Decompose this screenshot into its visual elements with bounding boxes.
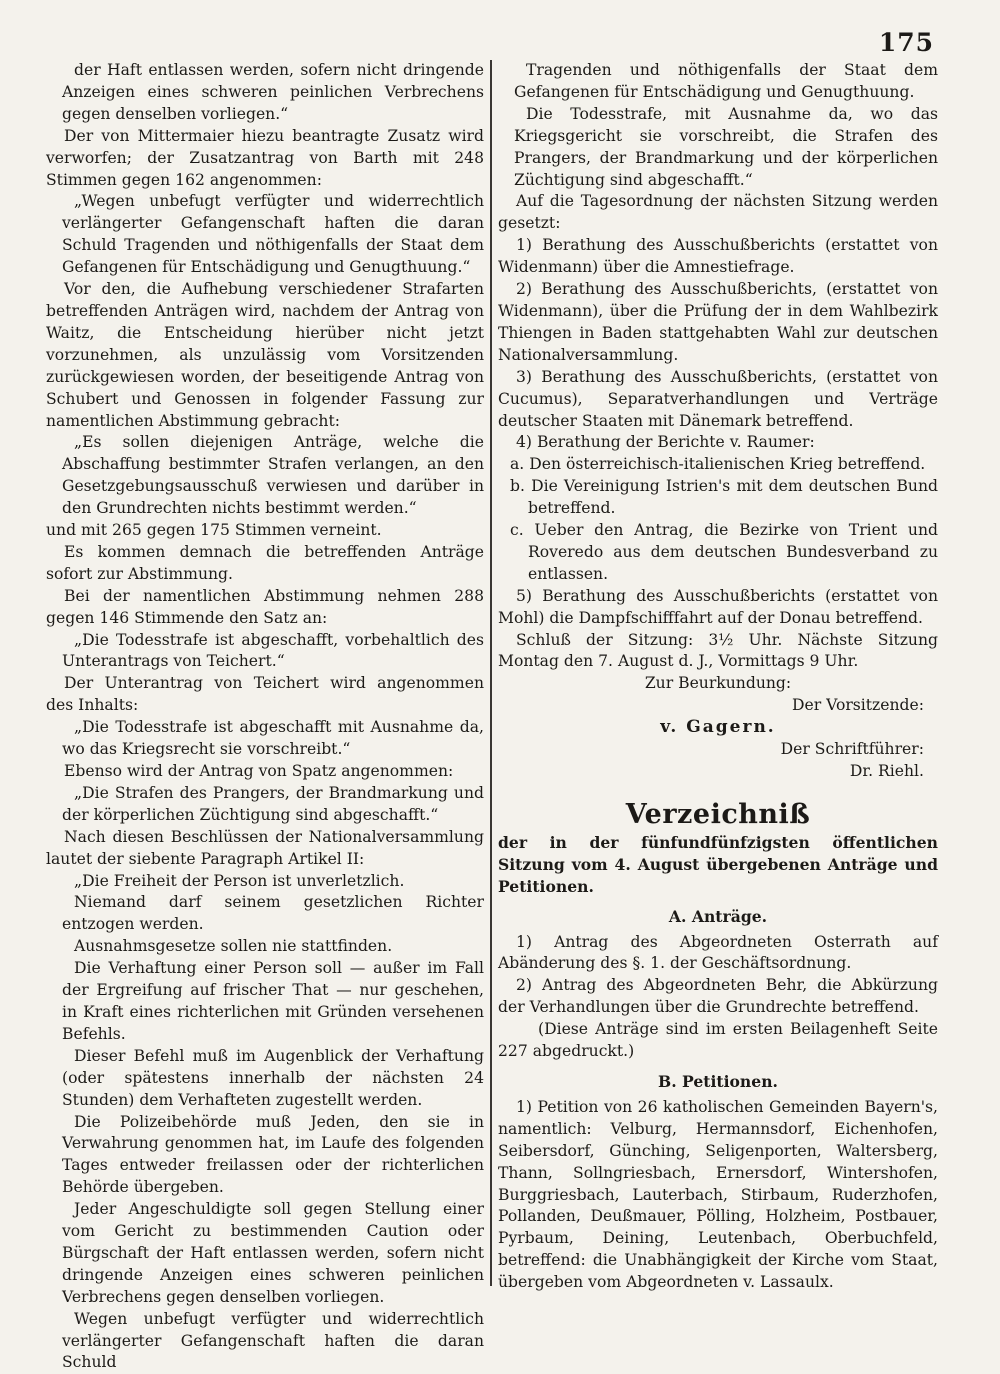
paragraph: Die Polizeibehörde muß Jeden, den sie in Verwahrung genommen hat, im Laufe des folgenden Tages entweder freilassen oder der richterlichen Behörde übergeben. xyxy=(62,1112,484,1197)
verzeichnis-subtitle: der in der fünfundfünfzigsten öffentlichen Sitzung vom 4. August übergebenen Anträge und Petitionen. xyxy=(498,832,938,896)
paragraph: „Die Strafen des Prangers, der Brandmarkung und der körperlichen Züchtigung sind abgeschafft.“ xyxy=(62,783,484,824)
paragraph: Zur Beurkundung: xyxy=(644,674,792,693)
column-divider xyxy=(490,60,492,1286)
paragraph: Der Vorsitzende: xyxy=(791,696,924,715)
paragraph: Schluß der Sitzung: 3½ Uhr. Nächste Sitzung Montag den 7. August d. J., Vormittags 9 Uhr. xyxy=(498,630,938,671)
paragraph: c. Ueber den Antrag, die Bezirke von Trient und Roveredo aus dem deutschen Bundesverband zu entlassen. xyxy=(510,521,938,583)
page-number: 175 xyxy=(878,28,934,57)
paragraph: 3) Berathung des Ausschußberichts, (erstattet von Cucumus), Separatverhandlungen und Verträge deutscher Staaten mit Dänemark betreffend. xyxy=(498,367,938,430)
paragraph: Es kommen demnach die betreffenden Anträge sofort zur Abstimmung. xyxy=(46,542,484,583)
paragraph: der Haft entlassen werden, sofern nicht dringende Anzeigen eines schweren peinlichen Verbrechens gegen denselben vorliegen.“ xyxy=(62,61,484,123)
paragraph: Der von Mittermaier hiezu beantragte Zusatz wird verworfen; der Zusatzantrag von Barth mit 248 Stimmen gegen 162 angenommen: xyxy=(46,126,484,189)
paragraph: Auf die Tagesordnung der nächsten Sitzung werden gesetzt: xyxy=(498,192,938,233)
paragraph: 5) Berathung des Ausschußberichts (erstattet von Mohl) die Dampfschifffahrt auf der Donau betreffend. xyxy=(498,586,938,627)
paragraph: Dr. Riehl. xyxy=(849,762,924,780)
paragraph: „Die Todesstrafe ist abgeschafft mit Ausnahme da, wo das Kriegsrecht sie vorschreibt.“ xyxy=(62,718,484,759)
paragraph: Dieser Befehl muß im Augenblick der Verhaftung (oder spätestens innerhalb der nächsten 24 Stunden) dem Verhafteten zugestellt werden. xyxy=(62,1046,484,1109)
right-column xyxy=(498,60,938,1294)
paragraph: Die Verhaftung einer Person soll — außer im Fall der Ergreifung auf frischer That — nur geschehen, in Kraft eines richterlichen mit Gründen versehenen Befehls. xyxy=(62,959,484,1043)
section-b-heading: B. Petitionen. xyxy=(658,1071,778,1091)
paragraph: Ebenso wird der Antrag von Spatz angenommen: xyxy=(64,762,454,780)
paragraph: Vor den, die Aufhebung verschiedener Strafarten betreffenden Anträgen wird, nachdem der Antrag von Waitz, die Entscheidung hierüber nicht jetzt vorzunehmen, als unzulässig vom Vorsitzenden zurückgewiesen worden, der beseitigende Antrag von Schubert und Genossen in folgender Fassung zur namentlichen Abstimmung gebracht: xyxy=(46,280,484,430)
paragraph: v. Gagern. xyxy=(660,717,776,738)
paragraph: Der Schriftführer: xyxy=(780,740,924,759)
paragraph: und mit 265 gegen 175 Stimmen verneint. xyxy=(46,521,382,540)
paragraph: Die Todesstrafe, mit Ausnahme da, wo das Kriegsgericht sie vorschreibt, die Strafen des Prangers, der Brandmarkung und der körperlichen Züchtigung sind abgeschafft.“ xyxy=(514,104,938,189)
paragraph: „Es sollen diejenigen Anträge, welche die Abschaffung bestimmter Strafen verlangen, an den Gesetzgebungsausschuß verwiesen und darüber in den Grundrechten nichts bestimmt werden.“ xyxy=(62,433,484,518)
petition-item: 1) Petition von 26 katholischen Gemeinden Bayern's, namentlich: Velburg, Hermannsdorf, Eichenhofen, Seibersdorf, Günching, Seligenporten, Waltersberg, Thann, Sollngriesbach, Ernersdorf, Wintershofen, Burggriesbach, Lauterbach, Stirbaum, Ruderzhofen, Pollanden, Deußmauer, Pölling, Holzheim, Postbauer, Pyrbaum, Deining, Leutenbach, Oberbuchfeld, betreffend: die Unabhängigkeit der Kirche vom Staat, übergeben vom Abgeordneten v. Lassaulx. xyxy=(498,1097,938,1292)
proceedings-text xyxy=(498,60,938,783)
verzeichnis-title: Verzeichniß xyxy=(625,798,811,830)
paragraph: „Die Freiheit der Person ist unverletzlich. xyxy=(74,871,405,890)
antrag-item: 1) Antrag des Abgeordneten Osterrath auf Abänderung des §. 1. der Geschäftsordnung. xyxy=(498,932,938,973)
paragraph: Nach diesen Beschlüssen der Nationalversammlung lautet der siebente Paragraph Artikel II: xyxy=(46,827,484,868)
paragraph: „Die Todesstrafe ist abgeschafft, vorbehaltlich des Unterantrags von Teichert.“ xyxy=(62,630,484,671)
paragraph: 2) Berathung des Ausschußberichts, (erstattet von Widenmann), über die Prüfung der in dem Wahlbezirk Thiengen in Baden stattgehabten Wahl zur deutschen Nationalversammlung. xyxy=(498,280,938,364)
paragraph: Wegen unbefugt verfügter und widerrechtlich verlängerter Gefangenschaft haften die daran Schuld xyxy=(62,1309,484,1372)
paragraph: 4) Berathung der Berichte v. Raumer: xyxy=(516,433,815,452)
antrag-item: 2) Antrag des Abgeordneten Behr, die Abkürzung der Verhandlungen über die Grundrechte betreffend. xyxy=(498,976,938,1017)
antrag-note: (Diese Anträge sind im ersten Beilagenheft Seite 227 abgedruckt.) xyxy=(498,1020,938,1061)
paragraph: Bei der namentlichen Abstimmung nehmen 288 gegen 146 Stimmende den Satz an: xyxy=(46,586,484,627)
paragraph: 1) Berathung des Ausschußberichts (erstattet von Widenmann) über die Amnestiefrage. xyxy=(498,236,938,277)
paragraph: Der Unterantrag von Teichert wird angenommen des Inhalts: xyxy=(46,674,484,715)
paragraph: Niemand darf seinem gesetzlichen Richter entzogen werden. xyxy=(62,893,484,934)
paragraph: Ausnahmsgesetze sollen nie stattfinden. xyxy=(74,937,393,956)
paragraph: Jeder Angeschuldigte soll gegen Stellung einer vom Gericht zu bestimmenden Caution oder Bürgschaft der Haft entlassen werden, sofern nicht dringende Anzeigen eines schweren peinlichen Verbrechens gegen denselben vorliegen. xyxy=(62,1200,484,1306)
paragraph: a. Den österreichisch-italienischen Krieg betreffend. xyxy=(510,455,926,474)
section-a-heading: A. Anträge. xyxy=(668,906,768,926)
paragraph: b. Die Vereinigung Istrien's mit dem deutschen Bund betreffend. xyxy=(510,477,938,518)
left-column xyxy=(46,60,484,1374)
paragraph: Tragenden und nöthigenfalls der Staat dem Gefangenen für Entschädigung und Genugthuung. xyxy=(514,61,938,101)
paragraph: „Wegen unbefugt verfügter und widerrechtlich verlängerter Gefangenschaft haften die daran Schuld Tragenden und nöthigenfalls der Staat dem Gefangenen für Entschädigung und Genugthuung.“ xyxy=(62,192,484,277)
